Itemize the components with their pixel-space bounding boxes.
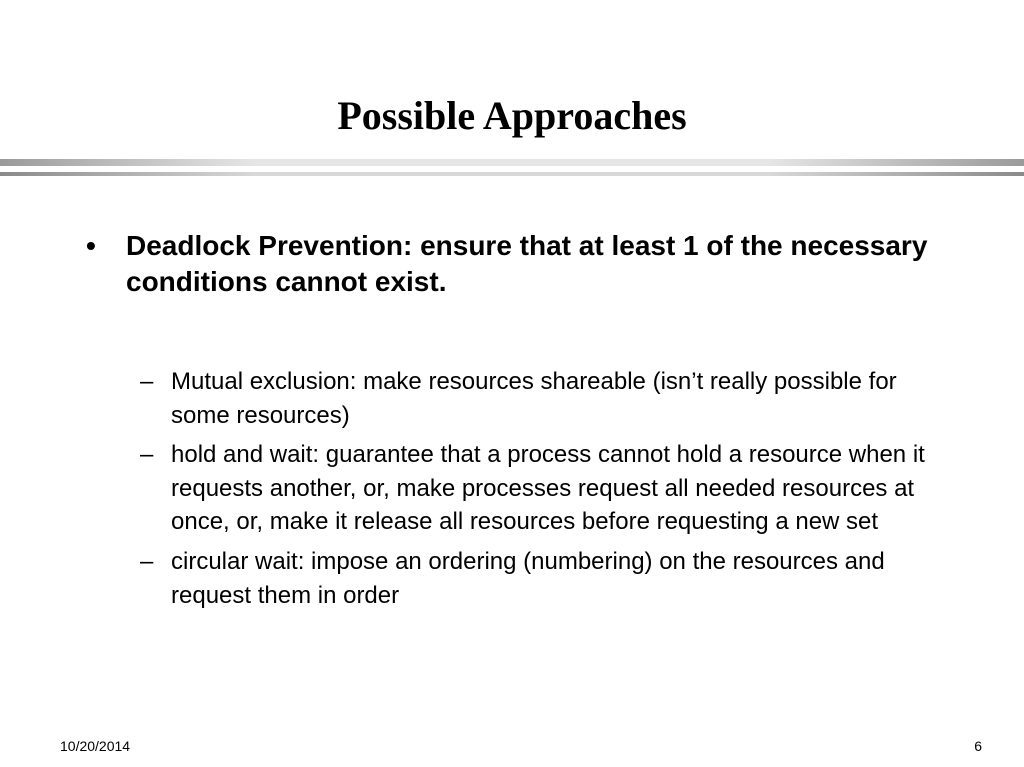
main-bullet bbox=[86, 228, 946, 301]
title-divider-top bbox=[0, 159, 1024, 166]
main-bullet-text: Deadlock Prevention: ensure that at least 1 of the necessary conditions cannot exist. bbox=[126, 230, 928, 298]
dash-icon: – bbox=[140, 441, 154, 469]
title-divider-bottom bbox=[0, 172, 1024, 176]
sub-bullet-list bbox=[140, 365, 930, 618]
sub-bullet-text: circular wait: impose an ordering (numbering) on the resources and request them in order bbox=[171, 547, 885, 609]
slide-title: Possible Approaches bbox=[337, 93, 687, 138]
page-number: 6 bbox=[974, 738, 982, 754]
sub-bullet bbox=[140, 365, 930, 432]
dash-icon: – bbox=[140, 547, 154, 575]
sub-bullet bbox=[140, 545, 930, 612]
footer-date: 10/20/2014 bbox=[60, 738, 131, 754]
sub-bullet bbox=[140, 438, 930, 539]
bullet-icon: • bbox=[86, 230, 96, 261]
sub-bullet-text: hold and wait: guarantee that a process cannot hold a resource when it requests another, or, make processes request all needed resources at once, or, make it release all resources before requesting a new set bbox=[171, 441, 925, 536]
sub-bullet-text: Mutual exclusion: make resources shareable (isn’t really possible for some resources) bbox=[171, 368, 897, 429]
dash-icon: – bbox=[140, 368, 154, 395]
